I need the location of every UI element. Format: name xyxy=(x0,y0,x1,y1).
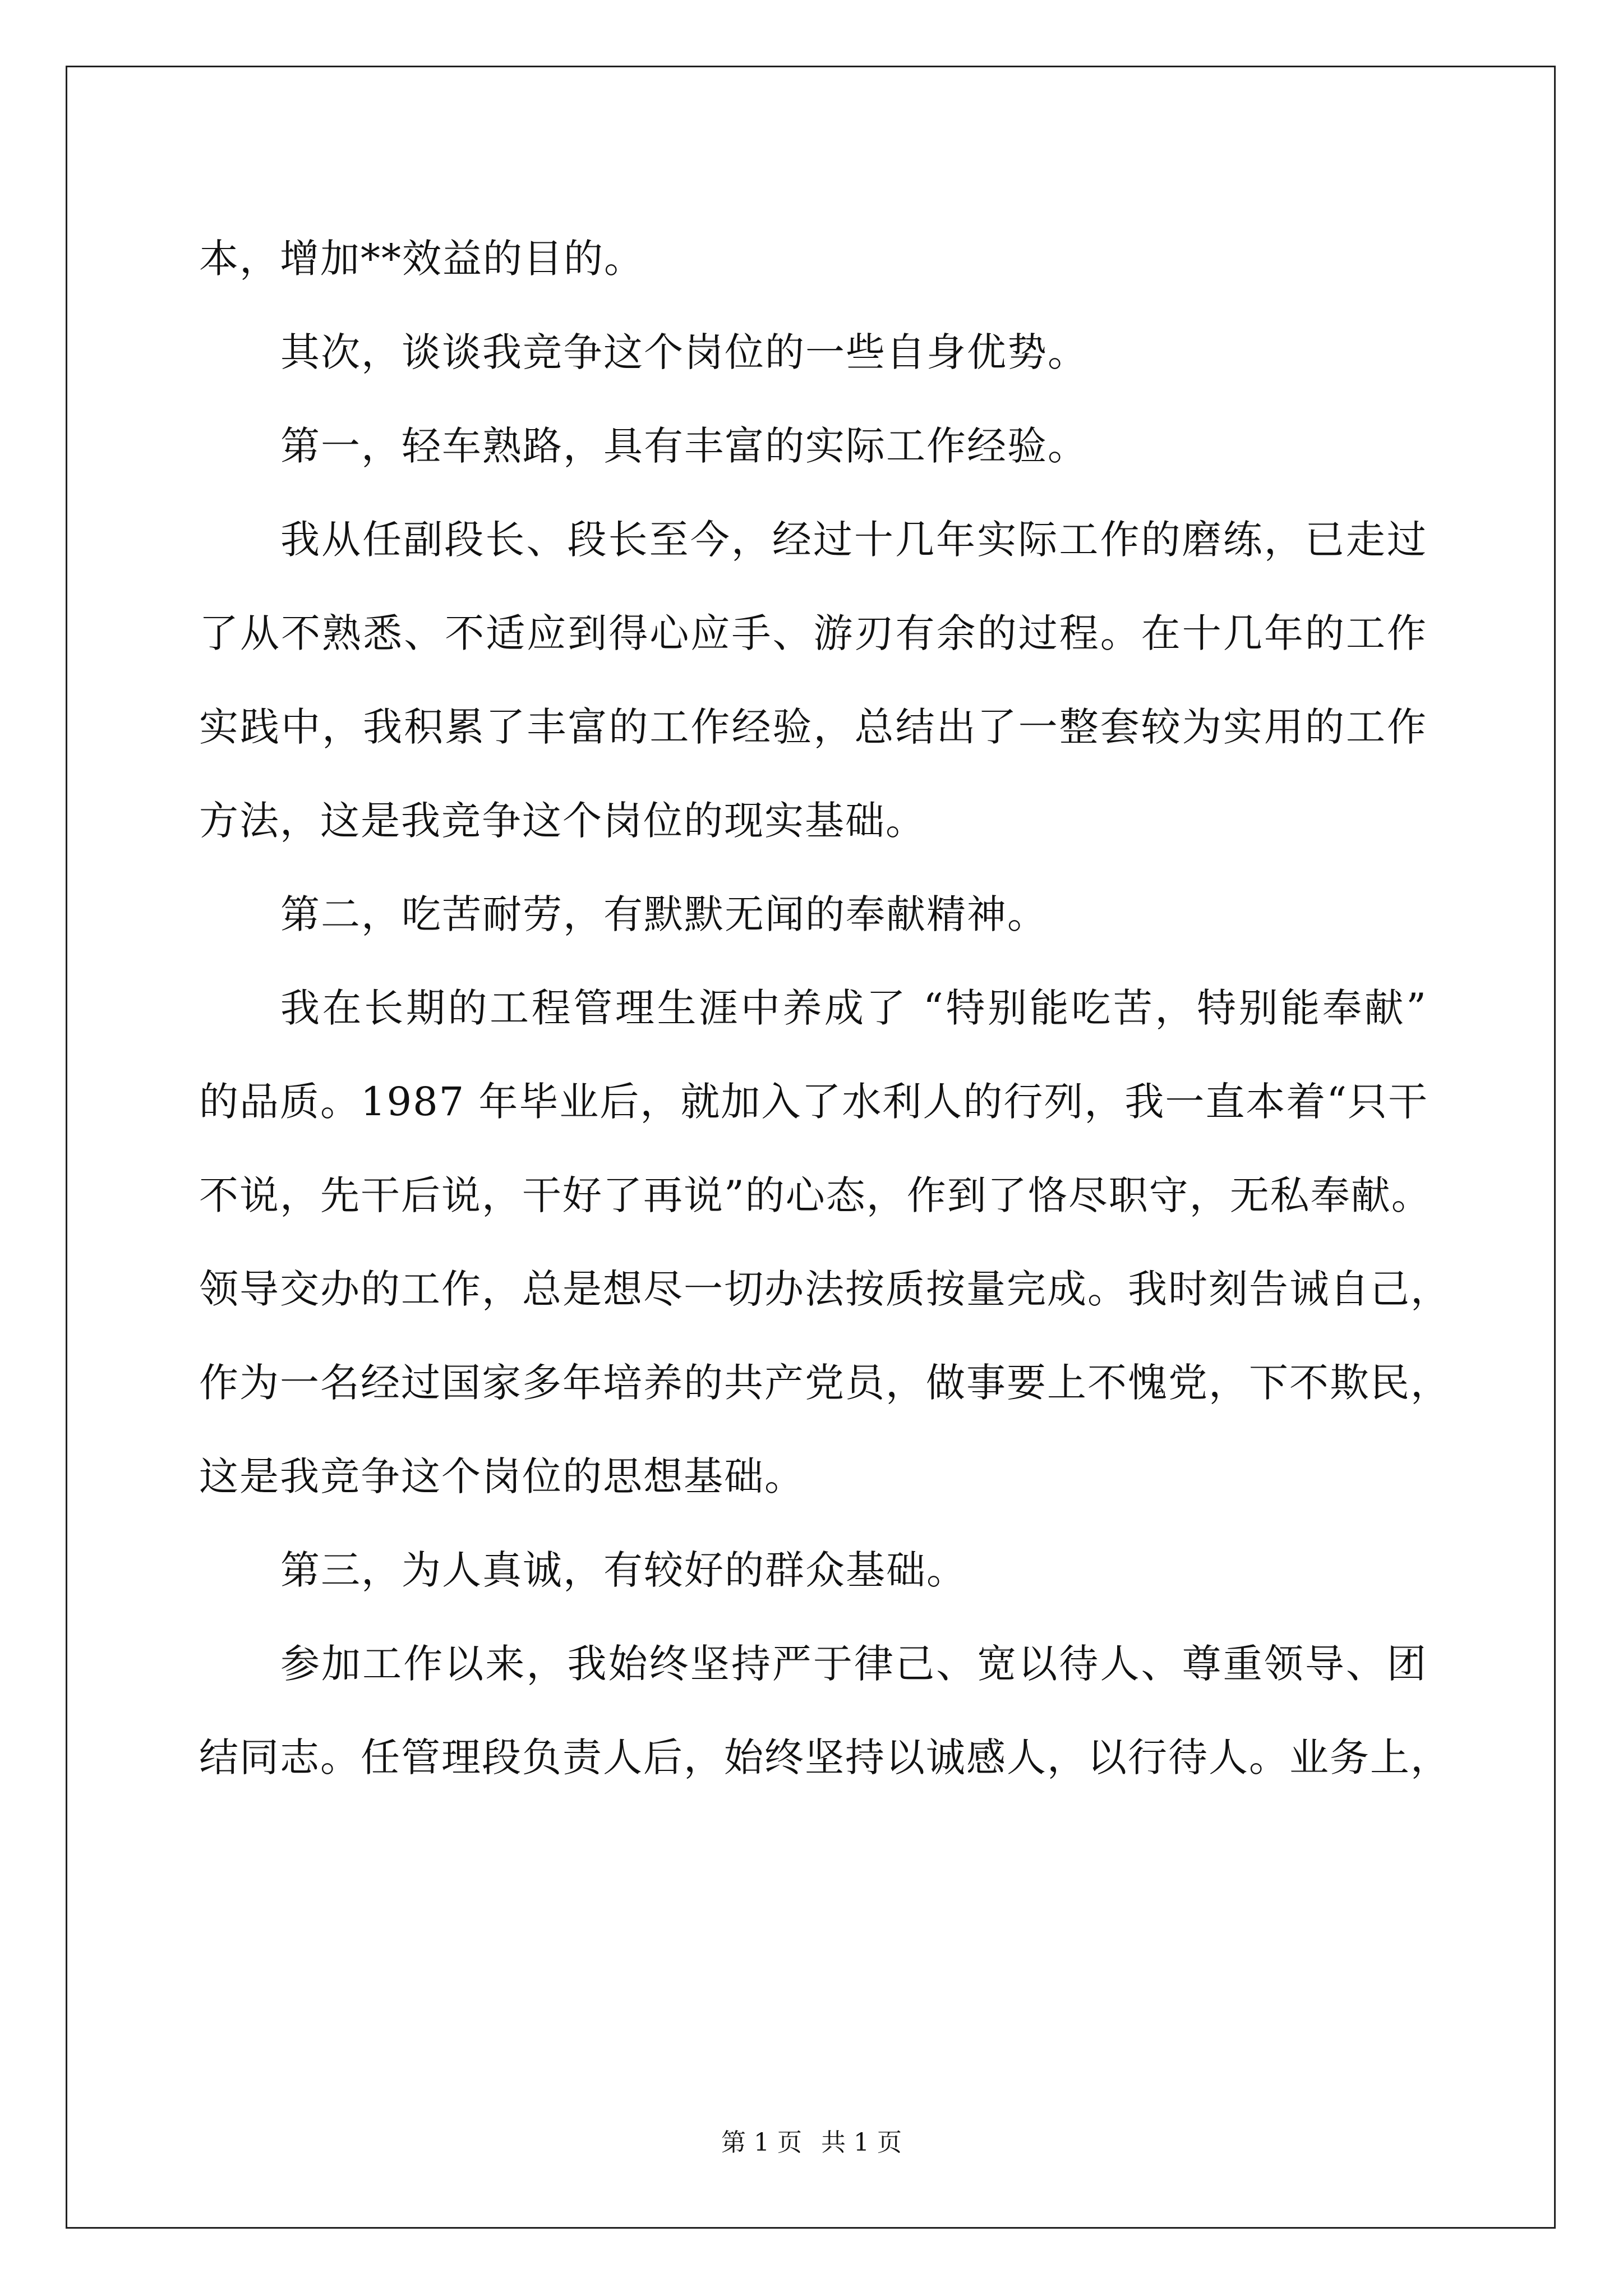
paragraph-line: 实践中，我积累了丰富的工作经验，总结出了一整套较为实用的工作 xyxy=(199,704,1427,750)
paragraph-line: 不说，先干后说，干好了再说”的心态，作到了恪尽职守，无私奉献。 xyxy=(199,1172,1432,1218)
paragraph-line: 本，增加**效益的目的。 xyxy=(199,236,644,282)
paragraph-line: 领导交办的工作，总是想尽一切办法按质按量完成。我时刻告诫自己， xyxy=(199,1266,1451,1312)
paragraph-line: 我从任副段长、段长至今，经过十几年实际工作的磨练，已走过 xyxy=(280,517,1427,563)
paragraph-line: 第三，为人真诚，有较好的群众基础。 xyxy=(280,1547,967,1593)
page-number: 第 1 页 xyxy=(721,2128,802,2157)
page-footer xyxy=(0,2126,1623,2160)
paragraph-line: 的品质。1987 年毕业后，就加入了水利人的行列，我一直本着“只干 xyxy=(199,1079,1429,1125)
paragraph-line: 其次，谈谈我竞争这个岗位的一些自身优势。 xyxy=(280,329,1088,375)
paragraph-line: 第一，轻车熟路，具有丰富的实际工作经验。 xyxy=(280,423,1088,469)
paragraph-line: 第二，吃苦耐劳，有默默无闻的奉献精神。 xyxy=(280,891,1048,937)
paragraph-line: 我在长期的工程管理生涯中养成了 “特别能吃苦，特别能奉献” xyxy=(280,985,1427,1031)
document-body xyxy=(199,212,1451,1805)
paragraph-line: 方法，这是我竞争这个岗位的现实基础。 xyxy=(199,798,926,844)
paragraph-line: 结同志。任管理段负责人后，始终坚持以诚感人，以行待人。业务上， xyxy=(199,1734,1451,1780)
paragraph-line: 这是我竞争这个岗位的思想基础。 xyxy=(199,1453,805,1499)
page-total: 共 1 页 xyxy=(821,2128,902,2157)
paragraph-line: 了从不熟悉、不适应到得心应手、游刃有余的过程。在十几年的工作 xyxy=(199,610,1427,656)
paragraph-line: 作为一名经过国家多年培养的共产党员，做事要上不愧党，下不欺民， xyxy=(199,1360,1451,1406)
paragraph-line: 参加工作以来，我始终坚持严于律己、宽以待人、尊重领导、团 xyxy=(280,1641,1427,1687)
